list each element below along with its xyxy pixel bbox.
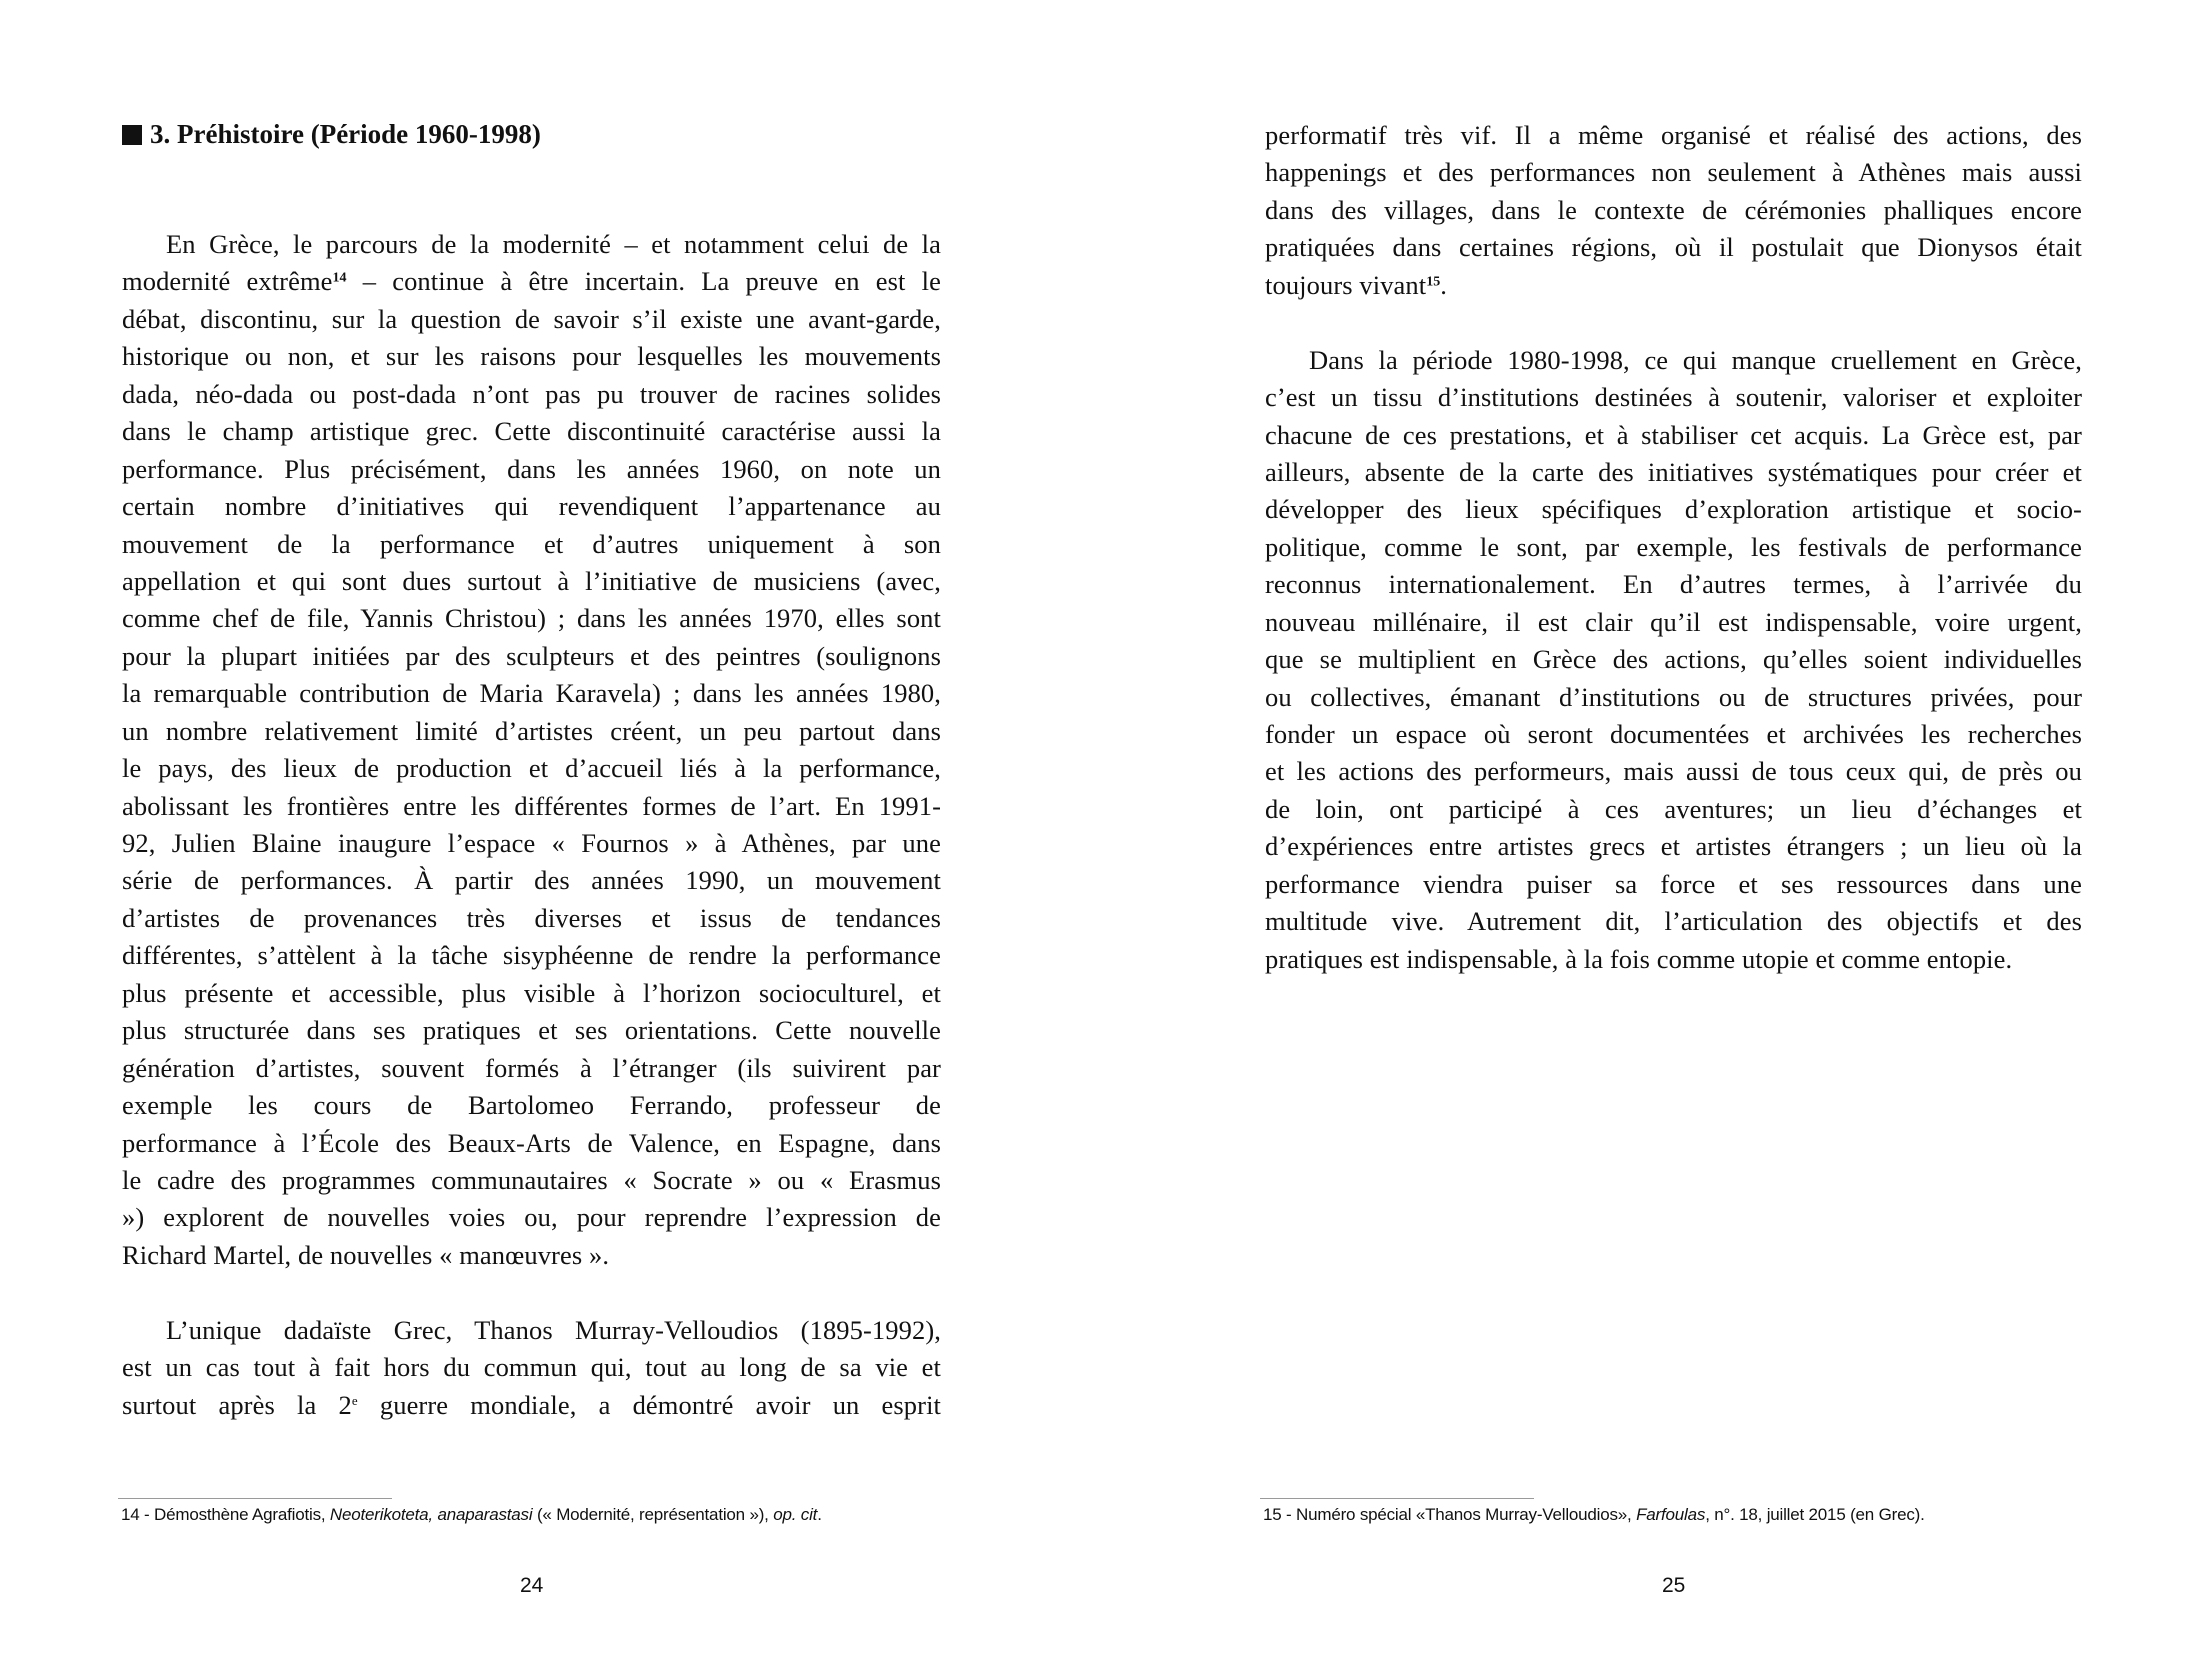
text-line: performance. Plus précisément, dans les années 1960, on note un bbox=[122, 453, 941, 484]
text-line: Dans la période 1980-1998, ce qui manque cruellement en Grèce, bbox=[1309, 344, 2082, 375]
paragraph-gap bbox=[122, 1274, 941, 1311]
footnote-14 bbox=[121, 1504, 822, 1526]
text-line: abolissant les frontières entre les différentes formes de l’art. En 1991- bbox=[122, 790, 941, 821]
text-line: différentes, s’attèlent à la tâche sisyphéenne de rendre la performance bbox=[122, 940, 941, 971]
text-line: nouveau millénaire, il est clair qu’il est indispensable, voire urgent, bbox=[1265, 606, 2082, 637]
text-line: appellation et qui sont dues surtout à l’initiative de musiciens (avec, bbox=[122, 565, 941, 596]
section-heading-text: 3. Préhistoire (Période 1960-1998) bbox=[150, 119, 541, 149]
page-number: 25 bbox=[1662, 1574, 1686, 1597]
footnote-journal: Farfoulas bbox=[1636, 1505, 1706, 1524]
text-line bbox=[122, 263, 941, 300]
footnote-ref-15[interactable]: 15 bbox=[1426, 274, 1441, 290]
text-line: ») explorent de nouvelles voies ou, pour reprendre l’expression de bbox=[122, 1202, 941, 1233]
footnote-15 bbox=[1263, 1504, 1925, 1526]
text-line: pratiques est indispensable, à la fois comme utopie et comme entopie. bbox=[1265, 943, 2013, 974]
text-line: chacune de ces prestations, et à stabiliser cet acquis. La Grèce est, par bbox=[1265, 419, 2082, 450]
footnote-title: Neoterikoteta, anaparastasi bbox=[329, 1505, 533, 1524]
text-fragment: guerre mondiale, a démontré avoir un esprit bbox=[379, 1389, 942, 1420]
text-line: la remarquable contribution de Maria Karavela) ; dans les années 1980, bbox=[122, 678, 941, 709]
text-line: En Grèce, le parcours de la modernité – et notamment celui de la bbox=[166, 229, 941, 259]
text-line: performatif très vif. Il a même organisé et réalisé des actions, des bbox=[1265, 120, 2082, 150]
text-line: série de performances. À partir des années 1990, un mouvement bbox=[122, 865, 941, 896]
text-line: pour la plupart initiées par des sculpteurs et des peintres (soulignons bbox=[122, 640, 941, 671]
paragraph-gap bbox=[1265, 304, 2082, 341]
text-line: multitude vive. Autrement dit, l’articulation des objectifs et des bbox=[1265, 906, 2082, 937]
footnote-end: , n°. 18, juillet 2015 (en Grec). bbox=[1705, 1505, 1925, 1524]
text-line: dans des villages, dans le contexte de cérémonies phalliques encore bbox=[1265, 194, 2082, 225]
text-line: dans le champ artistique grec. Cette discontinuité caractérise aussi la bbox=[122, 416, 941, 447]
text-line: fonder un espace où seront documentées et archivées les recherches bbox=[1265, 719, 2082, 749]
text-line: historique ou non, et sur les raisons pour lesquelles les mouvements bbox=[122, 341, 941, 372]
text-line: happenings et des performances non seulement à Athènes mais aussi bbox=[1265, 157, 2082, 188]
text-line: d’expériences entre artistes grecs et artistes étrangers ; un lieu où la bbox=[1265, 831, 2082, 862]
footnote-end: . bbox=[817, 1505, 822, 1524]
text-line: c’est un tissu d’institutions destinées à soutenir, valoriser et exploiter bbox=[1265, 382, 2082, 413]
text-line: plus structurée dans ses pratiques et ses orientations. Cette nouvelle bbox=[122, 1015, 941, 1046]
footnote-separator bbox=[118, 1498, 392, 1499]
text-line: reconnus internationalement. En d’autres termes, à l’arrivée du bbox=[1265, 569, 2082, 600]
text-line: L’unique dadaïste Grec, Thanos Murray-Velloudios (1895-1992), bbox=[166, 1314, 941, 1345]
footnote-number: 14 - bbox=[121, 1505, 155, 1524]
left-body-text bbox=[122, 226, 941, 1424]
text-line: développer des lieux spécifiques d’exploration artistique et socio- bbox=[1265, 494, 2082, 525]
text-line: le cadre des programmes communautaires « Socrate » ou « Erasmus bbox=[122, 1164, 941, 1195]
text-line: ailleurs, absente de la carte des initiatives systématiques pour créer et bbox=[1265, 456, 2082, 487]
text-line: performance viendra puiser sa force et ses ressources dans une bbox=[1265, 868, 2082, 899]
page-number: 24 bbox=[520, 1574, 544, 1597]
text-fragment: – continue à être incertain. La preuve en est le bbox=[346, 266, 941, 297]
text-line: génération d’artistes, souvent formés à l’étranger (ils suivirent par bbox=[122, 1052, 941, 1083]
text-line: Richard Martel, de nouvelles « manœuvres ». bbox=[122, 1239, 610, 1270]
text-line: d’artistes de provenances très diverses et issus de tendances bbox=[122, 902, 941, 933]
text-line bbox=[122, 1387, 941, 1424]
text-fragment: . bbox=[1440, 269, 1447, 300]
text-line: politique, comme le sont, par exemple, les festivals de performance bbox=[1265, 531, 2082, 562]
text-line: et les actions des performeurs, mais aussi de tous ceux qui, de près ou bbox=[1265, 756, 2082, 787]
section-heading bbox=[122, 117, 541, 151]
square-bullet-icon bbox=[122, 125, 142, 145]
text-line: plus présente et accessible, plus visible à l’horizon socioculturel, et bbox=[122, 977, 941, 1008]
text-line: dada, néo-dada ou post-dada n’ont pas pu trouver de racines solides bbox=[122, 378, 941, 409]
text-line: performance à l’École des Beaux-Arts de Valence, en Espagne, dans bbox=[122, 1127, 941, 1158]
text-line: ou collectives, émanant d’institutions ou de structures privées, pour bbox=[1265, 681, 2082, 712]
footnote-ref-abbrev: op. cit bbox=[773, 1505, 818, 1524]
footnote-text: Numéro spécial «Thanos Murray-Velloudios», bbox=[1296, 1505, 1637, 1524]
text-line: 92, Julien Blaine inaugure l’espace « Fournos » à Athènes, par une bbox=[122, 828, 941, 858]
text-line: que se multiplient en Grèce des actions, qu’elles soient individuelles bbox=[1265, 644, 2082, 675]
footnote-text: (« Modernité, représentation »), bbox=[532, 1505, 774, 1524]
text-fragment: toujours vivant bbox=[1265, 269, 1427, 300]
text-line: débat, discontinu, sur la question de savoir s’il existe une avant-garde, bbox=[122, 303, 941, 334]
text-line: de loin, ont participé à ces aventures; un lieu d’échanges et bbox=[1265, 793, 2082, 824]
text-line: mouvement de la performance et d’autres uniquement à son bbox=[122, 528, 941, 559]
text-line: certain nombre d’initiatives qui revendiquent l’appartenance au bbox=[122, 491, 941, 522]
footnote-author: Démosthène Agrafiotis, bbox=[154, 1505, 330, 1524]
footnote-separator bbox=[1260, 1498, 1534, 1499]
text-fragment: modernité extrême bbox=[122, 266, 333, 297]
left-page bbox=[0, 0, 1102, 1654]
text-line: comme chef de file, Yannis Christou) ; dans les années 1970, elles sont bbox=[122, 603, 941, 634]
text-line: est un cas tout à fait hors du commun qui, tout au long de sa vie et bbox=[122, 1352, 941, 1383]
footnote-number: 15 - bbox=[1263, 1505, 1297, 1524]
text-line bbox=[1265, 267, 2082, 304]
text-line: le pays, des lieux de production et d’accueil liés à la performance, bbox=[122, 753, 941, 784]
text-line: pratiquées dans certaines régions, où il postulait que Dionysos était bbox=[1265, 232, 2082, 263]
text-fragment: surtout après la 2 bbox=[122, 1389, 352, 1420]
right-body-text bbox=[1265, 117, 2082, 978]
ordinal-superscript: e bbox=[351, 1392, 358, 1408]
text-line: un nombre relativement limité d’artistes créent, un peu partout dans bbox=[122, 715, 941, 746]
text-line: exemple les cours de Bartolomeo Ferrando, professeur de bbox=[122, 1090, 941, 1121]
footnote-ref-14[interactable]: 14 bbox=[332, 271, 347, 287]
right-page bbox=[1102, 0, 2205, 1654]
